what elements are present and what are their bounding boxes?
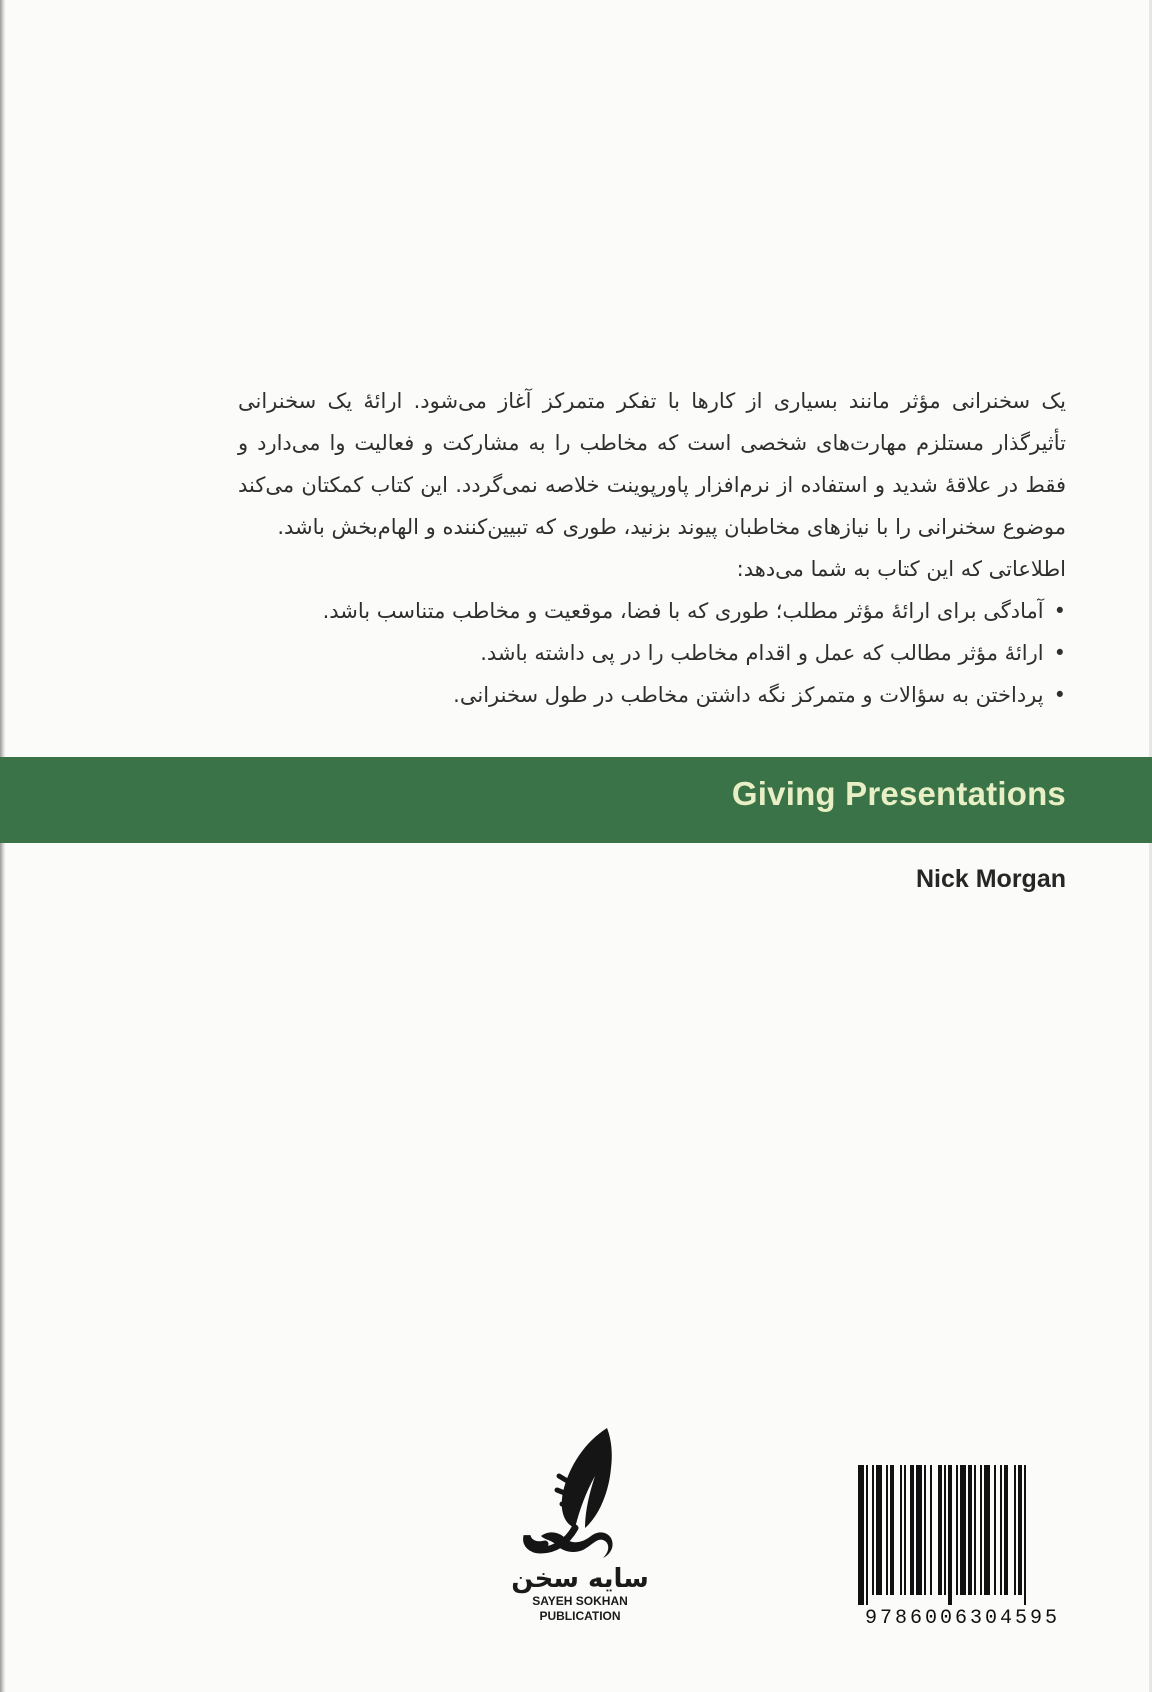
barcode-bar	[866, 1465, 868, 1605]
barcode-bar	[974, 1465, 976, 1595]
blurb-intro: اطلاعاتی که این کتاب به شما می‌دهد:	[736, 557, 1066, 581]
book-title: Giving Presentations	[731, 775, 1066, 812]
isbn-barcode	[850, 1465, 1075, 1630]
barcode-bar	[904, 1465, 906, 1595]
barcode-bar	[900, 1465, 902, 1595]
barcode-bar	[944, 1465, 946, 1595]
cover-left-edge	[0, 0, 6, 1692]
blurb-bullet: • پرداختن به سؤالات و متمرکز نگه داشتن مخاطب در طول سخنرانی.	[238, 674, 1066, 716]
barcode-bar	[968, 1465, 972, 1595]
barcode-bar	[1014, 1465, 1016, 1595]
publisher-logo	[500, 1420, 660, 1640]
publisher-name-en-line1: SAYEH SOKHAN	[532, 1594, 628, 1608]
barcode-bar	[1024, 1465, 1026, 1605]
barcode-bar	[980, 1465, 982, 1595]
barcode-bar	[872, 1465, 874, 1595]
author-name: Nick Morgan	[915, 865, 1066, 893]
isbn-number: 9786006304595	[864, 1607, 1061, 1630]
barcode-bar	[956, 1465, 958, 1595]
barcode-bar	[960, 1465, 966, 1595]
barcode-bar	[890, 1465, 894, 1595]
title-band	[0, 757, 1152, 843]
publisher-name-en	[500, 1594, 660, 1624]
barcode-bar	[994, 1465, 996, 1595]
barcode-bar	[916, 1465, 922, 1595]
barcode-bar	[924, 1465, 926, 1595]
publisher-name-en-line2: PUBLICATION	[539, 1609, 621, 1623]
barcode-bar	[948, 1465, 952, 1605]
barcode-bar	[984, 1465, 990, 1595]
barcode-bar	[1018, 1465, 1022, 1595]
blurb-bullet: • ارائهٔ مؤثر مطالب که عمل و اقدام مخاطب را در پی داشته باشد.	[238, 632, 1066, 674]
barcode-icon	[850, 1465, 1075, 1605]
barcode-bar	[886, 1465, 888, 1595]
barcode-bar	[910, 1465, 914, 1595]
barcode-bar	[1004, 1465, 1008, 1595]
blurb-paragraph: یک سخنرانی مؤثر مانند بسیاری از کارها با تفکر متمرکز آغاز می‌شود. ارائهٔ یک سخنرانی تأثیرگذار مستلزم مهارت‌های شخصی است که مخاطب را به مشارکت و فعالیت وا می‌دارد و فقط در علاقهٔ شدید و استفاده از نرم‌افزار پاورپوینت خلاصه نمی‌گردد. این کتاب کمکتان می‌کند موضوع سخنرانی را با نیازهای مخاطبان پیوند بزنید، طوری که تبیین‌کننده و الهام‌بخش باشد.	[238, 389, 1066, 539]
barcode-bar	[858, 1465, 864, 1605]
publisher-name-fa: سایه سخن	[511, 1564, 649, 1594]
feather-quill-icon	[515, 1420, 645, 1570]
blurb-bullet: • آمادگی برای ارائهٔ مؤثر مطلب؛ طوری که با فضا، موقعیت و مخاطب متناسب باشد.	[238, 590, 1066, 632]
back-cover-blurb	[238, 380, 1066, 716]
barcode-bar	[876, 1465, 882, 1595]
barcode-bar	[930, 1465, 932, 1595]
barcode-bar	[938, 1465, 942, 1595]
barcode-bar	[1000, 1465, 1002, 1595]
blurb-bullet-list	[238, 590, 1066, 716]
